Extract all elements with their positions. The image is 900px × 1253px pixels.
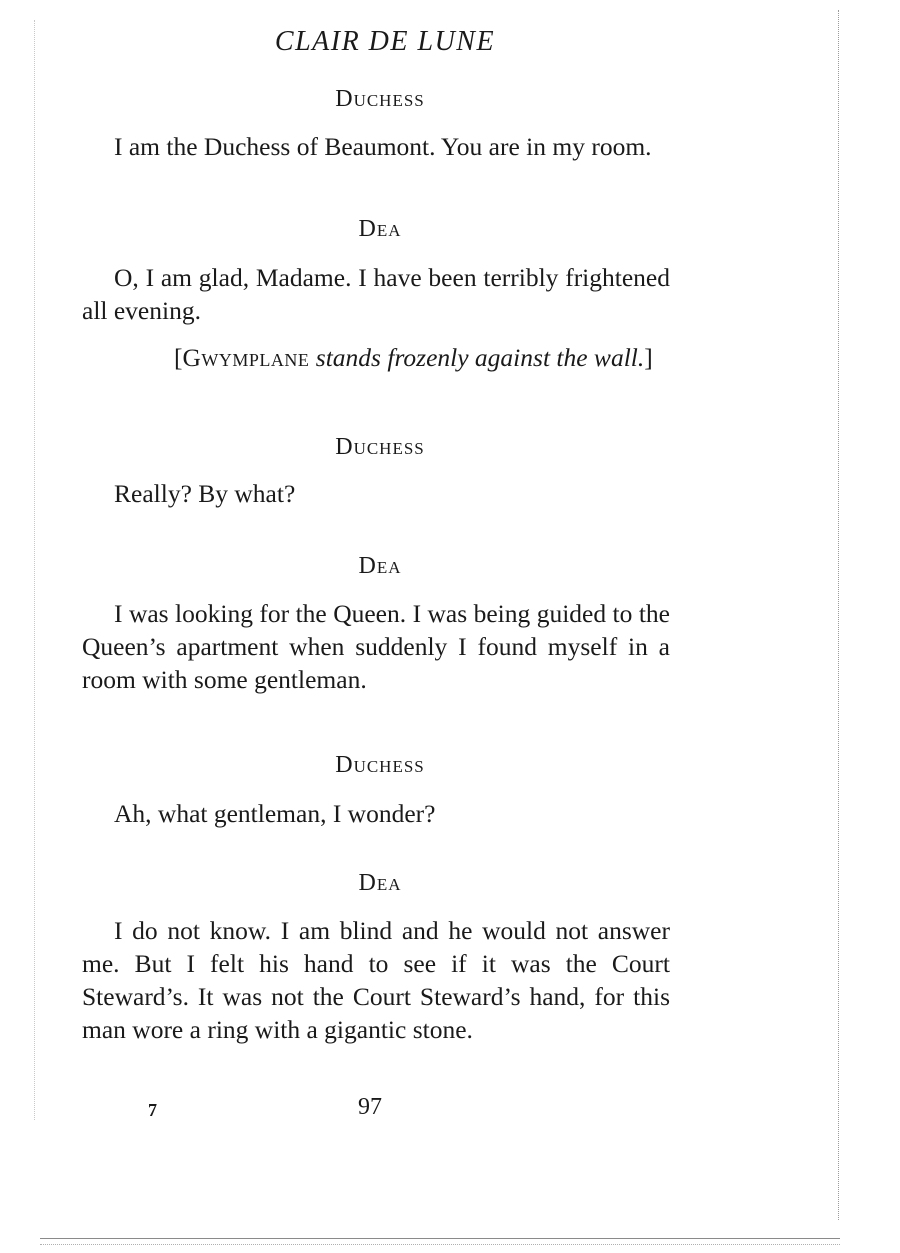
speaker-label: Duchess bbox=[335, 434, 425, 460]
dialogue-line: I am the Duchess of Beaumont. You are in my room. bbox=[114, 132, 652, 161]
stage-bracket-close: ] bbox=[644, 343, 653, 372]
stage-direction-text: stands frozenly against the wall. bbox=[315, 343, 645, 372]
speaker-label: Dea bbox=[358, 553, 402, 579]
signature-mark: 7 bbox=[148, 1100, 157, 1120]
dialogue-line: Ah, what gentleman, I wonder? bbox=[114, 799, 436, 828]
stage-character-name: Gwymplane bbox=[182, 343, 310, 372]
dialogue-line: I do not know. I am blind and he would not answer me. But I felt his hand to see if it was the Court Steward’s. It was not the Court Steward’s hand, for this man wore a ring with a gigantic stone. bbox=[82, 916, 670, 1044]
speaker-label: Dea bbox=[358, 216, 402, 242]
stage-direction bbox=[146, 342, 670, 374]
dialogue-line: O, I am glad, Madame. I have been terribly frightened all evening. bbox=[82, 263, 670, 325]
running-head: CLAIR DE LUNE bbox=[274, 26, 496, 57]
stage-bracket-open: [ bbox=[174, 343, 183, 372]
scan-edge-right bbox=[838, 10, 839, 1220]
scan-edge-bottom-dotted bbox=[40, 1244, 840, 1245]
speaker-label: Duchess bbox=[335, 752, 425, 778]
dialogue-line: I was looking for the Queen. I was being guided to the Queen’s apartment when suddenly I found myself in a room with some gentleman. bbox=[82, 599, 670, 694]
scan-edge-bottom bbox=[40, 1238, 840, 1239]
dialogue-line: Really? By what? bbox=[114, 479, 296, 508]
page-number: 97 bbox=[358, 1094, 382, 1120]
speaker-label: Dea bbox=[358, 870, 402, 896]
speaker-label: Duchess bbox=[335, 86, 425, 112]
